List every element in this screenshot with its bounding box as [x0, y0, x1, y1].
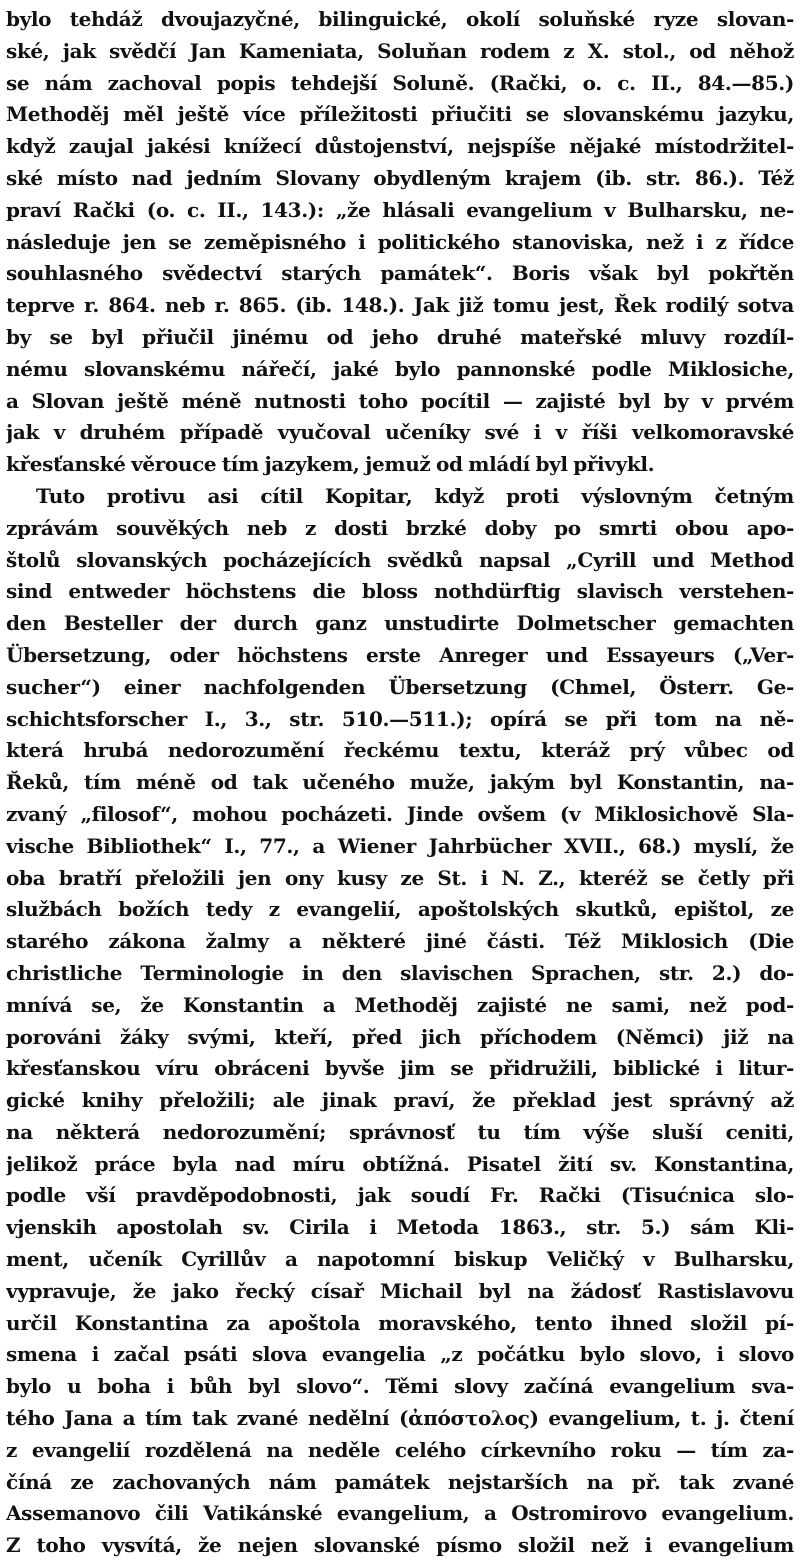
text-line: christliche Terminologie in den slavischen Sprachen, str. 2.) do-: [6, 960, 794, 985]
text-line: určil Konstantina za apoštola moravského, tento ihned složil pí-: [6, 1310, 794, 1335]
text-line: Methoděj měl ještě více příležitosti přiučiti se slovanskému jazyku,: [6, 102, 794, 127]
text-line: starého zákona žalmy a některé jiné části. Též Miklosich (Die: [6, 929, 794, 954]
text-line: smena i začal psáti slova evangelia „z počátku bylo slovo, i slovo: [6, 1342, 794, 1367]
text-line: ské místo nad jedním Slovany obydleným krajem (ib. str. 86.). Též: [6, 165, 794, 190]
text-line: a Slovan ještě méně nutnosti toho pocítil — zajisté byl by v prvém: [6, 388, 794, 413]
text-line: jelikož práce byla nad míru obtížná. Pisatel žití sv. Konstantina,: [6, 1151, 794, 1176]
text-line: z evangelií rozdělená na neděle celého církevního roku — tím za-: [6, 1437, 794, 1462]
text-line: službách božích tedy z evangelií, apoštolských skutků, epištol, ze: [6, 897, 794, 922]
text-line: sind entweder höchstens die bloss nothdürftig slavisch verstehen-: [6, 579, 794, 604]
text-line: nému slovanskému nářečí, jaké bylo pannonské podle Miklosiche,: [6, 356, 794, 381]
text-line: zprávám souvěkých neb z dosti brzké doby po smrti obou apo-: [6, 515, 794, 540]
text-line: den Besteller der durch ganz unstudirte Dolmetscher gemachten: [6, 611, 794, 636]
text-line: číná ze zachovaných nám památek nejstarších na př. tak zvané: [6, 1469, 794, 1494]
text-line: Z toho vysvítá, že nejen slovanské písmo složil než i evangelium: [6, 1533, 794, 1558]
text-line: štolů slovanských pocházejících svědků napsal „Cyrill und Method: [6, 547, 794, 572]
text-line: mnívá se, že Konstantin a Methoděj zajisté ne sami, než pod-: [6, 992, 794, 1017]
text-line: která hrubá nedorozumění řeckému textu, kteráž prý vůbec od: [6, 738, 794, 763]
text-line: podle vší pravděpodobnosti, jak soudí Fr. Rački (Tisućnica slo-: [6, 1183, 794, 1208]
text-line: sucher“) einer nachfolgenden Übersetzung (Chmel, Österr. Ge-: [6, 674, 794, 699]
text-line: Tuto protivu asi cítil Kopitar, když proti výslovným četným: [36, 483, 794, 508]
text-line: na některá nedorozumění; správnosť tu tím výše sluší ceniti,: [6, 1119, 794, 1144]
paragraph-2: [6, 481, 794, 1562]
text-line: teprve r. 864. neb r. 865. (ib. 148.). Jak již tomu jest, Řek rodilý sotva: [6, 293, 794, 318]
text-line: bylo u boha i bůh byl slovo“. Těmi slovy začíná evangelium sva-: [6, 1374, 794, 1399]
text-line: Assemanovo čili Vatikánské evangelium, a Ostromirovo evangelium.: [6, 1501, 794, 1526]
text-line: by se byl přiučil jinému od jeho druhé mateřské mluvy rozdíl-: [6, 324, 794, 349]
text-line: Übersetzung, oder höchstens erste Anreger und Essayeurs („Ver-: [6, 642, 794, 667]
text-line: Řeků, tím méně od tak učeného muže, jakým byl Konstantin, na-: [6, 770, 794, 795]
text-line: vypravuje, že jako řecký císař Michail byl na žádosť Rastislavovu: [6, 1278, 794, 1303]
text-line: křesťanské věrouce tím jazykem, jemuž od mládí byl přivykl.: [6, 452, 655, 477]
text-line: tého Jana a tím tak zvané nedělní (ἀπόστολος) evangelium, t. j. čtení: [6, 1406, 794, 1431]
text-line: vische Bibliothek“ I., 77., a Wiener Jahrbücher XVII., 68.) myslí, že: [6, 833, 794, 858]
text-line: zvaný „filosof“, mohou pocházeti. Jinde ovšem (v Miklosichově Sla-: [6, 801, 794, 826]
text-line: když zaujal jakési knížecí důstojenství, nejspíše nějaké místodržitel-: [6, 134, 794, 159]
text-line: se nám zachoval popis tehdejší Soluně. (Rački, o. c. II., 84.—85.): [6, 70, 794, 95]
paragraph-1: [6, 4, 794, 481]
text-line: bylo tehdáž dvoujazyčné, bilinguické, okolí soluňské ryze slovan-: [6, 7, 794, 31]
text-line: vjenskih apostolah sv. Cirila i Metoda 1863., str. 5.) sám Kli-: [6, 1215, 794, 1240]
text-line: následuje jen se zeměpisného i politického stanoviska, než i z řídce: [6, 229, 794, 254]
text-line: křesťanskou víru obráceni byvše jim se přidružili, biblické i litur-: [6, 1056, 794, 1081]
text-line: gické knihy přeložili; ale jinak praví, že překlad jest správný až: [6, 1088, 794, 1113]
text-line: oba bratří přeložili jen ony kusy ze St. i N. Z., kteréž se četly při: [6, 865, 794, 890]
text-line: porováni žáky svými, kteří, před jich příchodem (Němci) již na: [6, 1024, 794, 1049]
text-line: schichtsforscher I., 3., str. 510.—511.); opírá se při tom na ně-: [6, 706, 794, 731]
text-line: souhlasného svědectví starých památek“. Boris však byl pokřtěn: [6, 261, 794, 286]
text-line: jak v druhém případě vyučoval učeníky své i v říši velkomoravské: [6, 420, 794, 445]
text-line: ské, jak svědčí Jan Kameniata, Soluňan rodem z X. stol., od něhož: [6, 38, 794, 63]
text-line: praví Rački (o. c. II., 143.): „že hlásali evangelium v Bulharsku, ne-: [6, 197, 794, 222]
text-line: ment, učeník Cyrillův a napotomní biskup Veličký v Bulharsku,: [6, 1247, 794, 1272]
